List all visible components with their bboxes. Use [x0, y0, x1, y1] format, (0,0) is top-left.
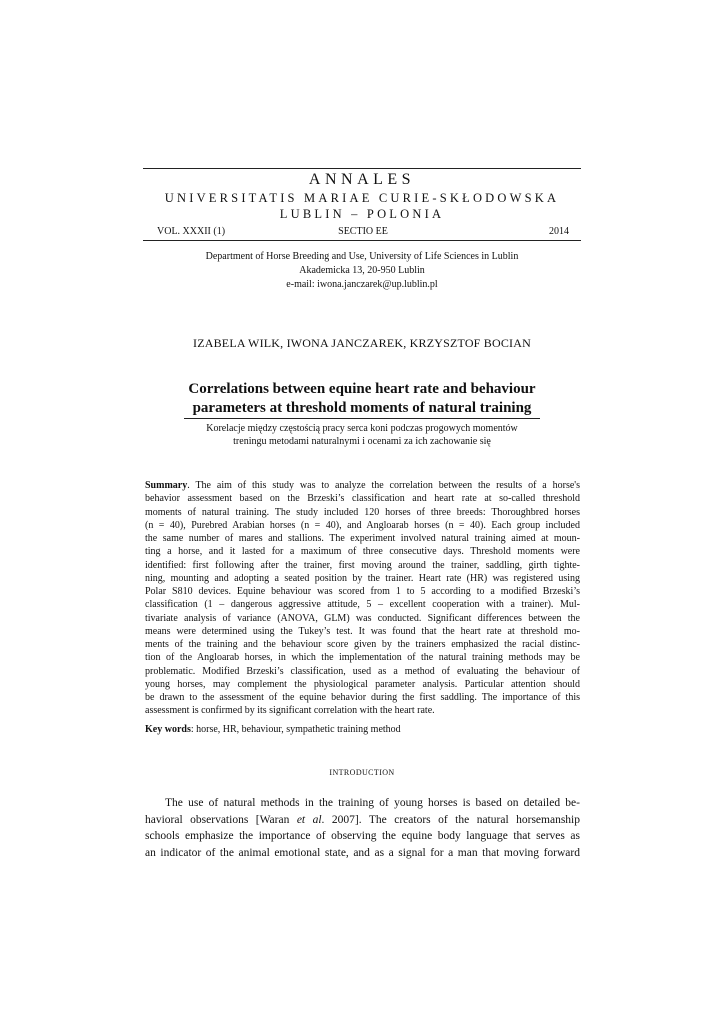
body-line: The use of natural methods in the training of young horses is based on detailed be- [165, 797, 580, 809]
introduction-paragraph [145, 795, 580, 861]
summary-line: the same number of mares and stallions. The experiment involved natural training aimed at moun- [145, 533, 580, 544]
body-line: schools emphasize the importance of observing the equine body language that serves as [145, 830, 580, 843]
paper-title-line-2: parameters at threshold moments of natural training [192, 400, 532, 416]
keywords-label: Key words [145, 724, 191, 735]
summary-line: classification (1 – dangerous aggressive attitude, 5 – excellent cooperation with a trainer). Mul- [145, 599, 580, 611]
affiliation-email: e-mail: iwona.janczarek@up.lublin.pl [286, 279, 438, 290]
journal-subtitle-university: UNIVERSITATIS MARIAE CURIE-SKŁODOWSKA [164, 191, 560, 205]
title-underline [184, 418, 540, 419]
polish-title-line-1: Korelacje między częstością pracy serca koni podczas progowych momentów [206, 423, 518, 434]
summary-line: ning, mounting and adopting a seated position by the trainer. Heart rate (HR) was registered using [145, 572, 580, 584]
summary-line: identified: first following after the trainer, first moving around the trainer, saddling, girth tighte- [145, 559, 580, 571]
body-line: havioral observations [Waran et al. 2007]. The creators of the natural horsemanship [145, 813, 580, 826]
polish-title-line-2: treningu metodami naturalnymi i ocenami za ich zachowanie się [233, 436, 491, 447]
summary-line: tion of the Angloarab horses, in which the implementation of the natural training methods may be [145, 652, 580, 664]
summary-line: assessment is confirmed by its significant correlation with the heart rate. [145, 705, 435, 717]
paper-title [143, 380, 581, 418]
keywords-text: : horse, HR, behaviour, sympathetic training method [190, 724, 401, 735]
summary-line: Polar S810 devices. Equine behaviour was scored from 1 to 5 according to a modified Brzeski’s [145, 586, 580, 597]
summary-label: Summary [145, 480, 188, 491]
citation-et-al: et al [296, 813, 322, 826]
summary-line: means were determined using the Tukey’s test. It was found that the heart rate at threshold mo- [145, 625, 580, 637]
journal-section: SECTIO EE [338, 226, 388, 237]
section-heading-introduction: INTRODUCTION [329, 768, 395, 777]
publication-year: 2014 [549, 226, 569, 237]
polish-title [143, 422, 581, 448]
paper-title-line-1: Correlations between equine heart rate and behaviour [188, 381, 536, 397]
summary-line: ments of the training and the behaviour score given by the trainers emphasized the racial distinc- [145, 639, 580, 650]
affiliation-department: Department of Horse Breeding and Use, University of Life Sciences in Lublin [205, 251, 519, 262]
journal-title: ANNALES [308, 171, 416, 188]
summary-line: behavior assessment based on the Brzeski’s classification and heart rate at so-called threshold [145, 493, 580, 505]
journal-subtitle-city: LUBLIN – POLONIA [279, 207, 445, 221]
summary-line: be drawn to the assessment of the equine behavior during the first saddling. The importance of this [145, 692, 580, 703]
volume-row [157, 225, 569, 239]
author-list: IZABELA WILK, IWONA JANCZAREK, KRZYSZTOF BOCIAN [193, 336, 531, 350]
header-top-rule [143, 168, 581, 169]
body-line: an indicator of the animal emotional state, and as a signal for a man that moving forward [145, 846, 580, 859]
summary-paragraph [145, 479, 580, 718]
summary-line: (n = 40), Purebred Arabian horses (n = 40), and Angloarab horses (n = 40). Each group included [145, 519, 580, 531]
affiliation-address: Akademicka 13, 20-950 Lublin [299, 265, 425, 276]
summary-line: ting a horse, and it lasted for a maximum of three consecutive days. Threshold moments were [145, 546, 580, 558]
affiliation [143, 250, 581, 292]
summary-line: Summary. The aim of this study was to analyze the correlation between the results of a horse's [145, 480, 580, 491]
summary-line: moments of natural training. The study included 120 horses of three breeds: Thoroughbred horses [145, 506, 580, 518]
header-bottom-rule [143, 240, 581, 241]
volume-number: VOL. XXXII (1) [157, 226, 226, 237]
summary-line: tivariate analysis of variance (ANOVA, GLM) was conducted. Significant differences between the [145, 612, 580, 624]
summary-line: problematic. Modified Brzeski’s classification, used as a method of evaluating the behaviour of [145, 665, 580, 677]
summary-line: young horses, may complement the physiological parameter analysis. Particular attention should [145, 678, 580, 690]
keywords [145, 723, 580, 736]
